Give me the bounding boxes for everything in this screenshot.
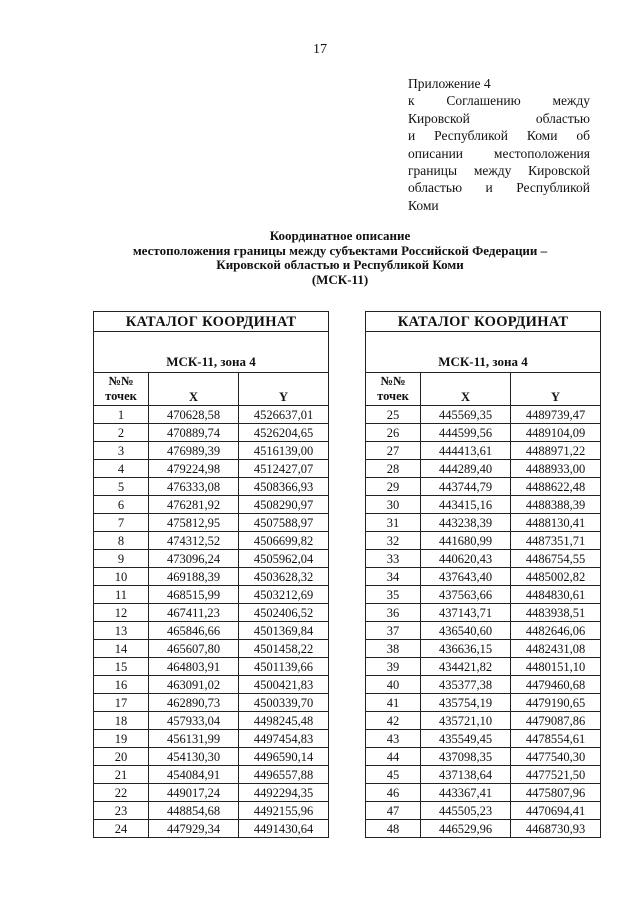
- table-row: [94, 820, 329, 838]
- table-row: [94, 550, 329, 568]
- table-row: [366, 730, 601, 748]
- x-coordinate-cell: 444413,61: [421, 442, 511, 460]
- point-number-cell: 40: [366, 676, 421, 694]
- point-number-cell: 35: [366, 586, 421, 604]
- point-number-cell: 7: [94, 514, 149, 532]
- y-coordinate-cell: 4500421,83: [239, 676, 329, 694]
- table-row: [366, 658, 601, 676]
- table-row: [366, 514, 601, 532]
- point-number-cell: 21: [94, 766, 149, 784]
- y-coordinate-cell: 4505962,04: [239, 550, 329, 568]
- table-row: [366, 784, 601, 802]
- x-coordinate-cell: 435549,45: [421, 730, 511, 748]
- x-coordinate-cell: 437563,66: [421, 586, 511, 604]
- y-coordinate-cell: 4526204,65: [239, 424, 329, 442]
- x-coordinate-cell: 435721,10: [421, 712, 511, 730]
- x-coordinate-cell: 437138,64: [421, 766, 511, 784]
- table-row: [366, 640, 601, 658]
- point-number-cell: 42: [366, 712, 421, 730]
- table-row: [366, 820, 601, 838]
- point-number-cell: 37: [366, 622, 421, 640]
- x-coordinate-cell: 454084,91: [149, 766, 239, 784]
- table-row: [366, 460, 601, 478]
- x-coordinate-cell: 454130,30: [149, 748, 239, 766]
- header-num-line1: №№: [380, 374, 406, 388]
- y-coordinate-cell: 4503628,32: [239, 568, 329, 586]
- x-coordinate-cell: 465607,80: [149, 640, 239, 658]
- y-coordinate-cell: 4500339,70: [239, 694, 329, 712]
- point-number-cell: 2: [94, 424, 149, 442]
- x-coordinate-cell: 445505,23: [421, 802, 511, 820]
- y-coordinate-cell: 4508290,97: [239, 496, 329, 514]
- y-coordinate-cell: 4482646,06: [511, 622, 601, 640]
- point-number-cell: 3: [94, 442, 149, 460]
- y-coordinate-cell: 4470694,41: [511, 802, 601, 820]
- x-coordinate-cell: 443415,16: [421, 496, 511, 514]
- x-coordinate-cell: 464803,91: [149, 658, 239, 676]
- point-number-cell: 17: [94, 694, 149, 712]
- point-number-cell: 12: [94, 604, 149, 622]
- table-row: [94, 802, 329, 820]
- y-coordinate-cell: 4508366,93: [239, 478, 329, 496]
- x-coordinate-cell: 435377,38: [421, 676, 511, 694]
- table-row: [94, 532, 329, 550]
- x-coordinate-cell: 444599,56: [421, 424, 511, 442]
- table-row: [94, 496, 329, 514]
- table-row: [366, 478, 601, 496]
- appendix-line: Приложение 4: [408, 76, 491, 91]
- table-row: [94, 424, 329, 442]
- x-coordinate-cell: 476333,08: [149, 478, 239, 496]
- point-number-cell: 48: [366, 820, 421, 838]
- x-coordinate-cell: 465846,66: [149, 622, 239, 640]
- y-coordinate-cell: 4480151,10: [511, 658, 601, 676]
- point-number-cell: 46: [366, 784, 421, 802]
- y-coordinate-cell: 4482431,08: [511, 640, 601, 658]
- point-number-cell: 38: [366, 640, 421, 658]
- point-number-cell: 23: [94, 802, 149, 820]
- x-coordinate-cell: 473096,24: [149, 550, 239, 568]
- table-row: [366, 622, 601, 640]
- y-coordinate-cell: 4484830,61: [511, 586, 601, 604]
- table-row: [94, 784, 329, 802]
- table-row: [94, 712, 329, 730]
- table-row: [94, 748, 329, 766]
- point-number-cell: 28: [366, 460, 421, 478]
- point-number-cell: 24: [94, 820, 149, 838]
- y-coordinate-cell: 4498245,48: [239, 712, 329, 730]
- column-header-y: Y: [239, 389, 329, 406]
- y-coordinate-cell: 4479087,86: [511, 712, 601, 730]
- y-coordinate-cell: 4501458,22: [239, 640, 329, 658]
- point-number-cell: 32: [366, 532, 421, 550]
- x-coordinate-cell: 470628,58: [149, 406, 239, 424]
- heading-line: Кировской областью и Республикой Коми: [216, 257, 464, 272]
- table-row: [366, 748, 601, 766]
- y-coordinate-cell: 4488130,41: [511, 514, 601, 532]
- y-coordinate-cell: 4501369,84: [239, 622, 329, 640]
- y-coordinate-cell: 4489739,47: [511, 406, 601, 424]
- y-coordinate-cell: 4489104,09: [511, 424, 601, 442]
- x-coordinate-cell: 474312,52: [149, 532, 239, 550]
- y-coordinate-cell: 4488388,39: [511, 496, 601, 514]
- table-row: [94, 568, 329, 586]
- catalog-title: КАТАЛОГ КООРДИНАТ: [366, 312, 601, 332]
- table-row: [94, 586, 329, 604]
- appendix-line: областью и Республикой: [408, 180, 590, 196]
- table-row: [94, 694, 329, 712]
- y-coordinate-cell: 4512427,07: [239, 460, 329, 478]
- table-row: [94, 478, 329, 496]
- y-coordinate-cell: 4492294,35: [239, 784, 329, 802]
- y-coordinate-cell: 4488933,00: [511, 460, 601, 478]
- table-row: [366, 802, 601, 820]
- heading-line: Координатное описание: [269, 228, 411, 243]
- y-coordinate-cell: 4497454,83: [239, 730, 329, 748]
- point-number-cell: 41: [366, 694, 421, 712]
- column-header-y-top: [511, 373, 601, 390]
- point-number-cell: 26: [366, 424, 421, 442]
- x-coordinate-cell: 445569,35: [421, 406, 511, 424]
- point-number-cell: 33: [366, 550, 421, 568]
- point-number-cell: 29: [366, 478, 421, 496]
- point-number-cell: 10: [94, 568, 149, 586]
- point-number-cell: 25: [366, 406, 421, 424]
- y-coordinate-cell: 4485002,82: [511, 568, 601, 586]
- table-row: [94, 658, 329, 676]
- header-num-line2: точек: [105, 389, 137, 403]
- x-coordinate-cell: 443367,41: [421, 784, 511, 802]
- y-coordinate-cell: 4479460,68: [511, 676, 601, 694]
- point-number-cell: 27: [366, 442, 421, 460]
- x-coordinate-cell: 475812,95: [149, 514, 239, 532]
- table-row: [366, 442, 601, 460]
- y-coordinate-cell: 4488971,22: [511, 442, 601, 460]
- y-coordinate-cell: 4475807,96: [511, 784, 601, 802]
- y-coordinate-cell: 4483938,51: [511, 604, 601, 622]
- x-coordinate-cell: 447929,34: [149, 820, 239, 838]
- x-coordinate-cell: 436636,15: [421, 640, 511, 658]
- x-coordinate-cell: 446529,96: [421, 820, 511, 838]
- x-coordinate-cell: 449017,24: [149, 784, 239, 802]
- column-header-y-top: [239, 373, 329, 390]
- table-row: [366, 406, 601, 424]
- x-coordinate-cell: 444289,40: [421, 460, 511, 478]
- y-coordinate-cell: 4506699,82: [239, 532, 329, 550]
- table-row: [366, 766, 601, 784]
- column-header-point-number: [94, 373, 149, 406]
- y-coordinate-cell: 4478554,61: [511, 730, 601, 748]
- column-header-x-top: [149, 373, 239, 390]
- y-coordinate-cell: 4468730,93: [511, 820, 601, 838]
- x-coordinate-cell: 476989,39: [149, 442, 239, 460]
- point-number-cell: 6: [94, 496, 149, 514]
- x-coordinate-cell: 443238,39: [421, 514, 511, 532]
- point-number-cell: 15: [94, 658, 149, 676]
- table-row: [366, 550, 601, 568]
- appendix-note: [408, 75, 590, 214]
- point-number-cell: 14: [94, 640, 149, 658]
- table-row: [94, 622, 329, 640]
- appendix-line: границы между Кировской: [408, 163, 590, 179]
- point-number-cell: 1: [94, 406, 149, 424]
- point-number-cell: 16: [94, 676, 149, 694]
- point-number-cell: 8: [94, 532, 149, 550]
- x-coordinate-cell: 476281,92: [149, 496, 239, 514]
- table-row: [94, 604, 329, 622]
- column-header-x: X: [149, 389, 239, 406]
- point-number-cell: 18: [94, 712, 149, 730]
- table-row: [366, 496, 601, 514]
- x-coordinate-cell: 437643,40: [421, 568, 511, 586]
- y-coordinate-cell: 4502406,52: [239, 604, 329, 622]
- point-number-cell: 19: [94, 730, 149, 748]
- x-coordinate-cell: 436540,60: [421, 622, 511, 640]
- x-coordinate-cell: 463091,02: [149, 676, 239, 694]
- appendix-line: к Соглашению между: [408, 93, 590, 109]
- point-number-cell: 31: [366, 514, 421, 532]
- table-row: [366, 694, 601, 712]
- table-row: [366, 532, 601, 550]
- point-number-cell: 43: [366, 730, 421, 748]
- table-row: [94, 460, 329, 478]
- table-row: [366, 424, 601, 442]
- point-number-cell: 5: [94, 478, 149, 496]
- point-number-cell: 44: [366, 748, 421, 766]
- point-number-cell: 22: [94, 784, 149, 802]
- heading-line: местоположения границы между субъектами Российской Федерации –: [132, 242, 548, 258]
- point-number-cell: 4: [94, 460, 149, 478]
- point-number-cell: 30: [366, 496, 421, 514]
- point-number-cell: 36: [366, 604, 421, 622]
- x-coordinate-cell: 468515,99: [149, 586, 239, 604]
- y-coordinate-cell: 4526637,01: [239, 406, 329, 424]
- point-number-cell: 20: [94, 748, 149, 766]
- table-row: [366, 586, 601, 604]
- y-coordinate-cell: 4503212,69: [239, 586, 329, 604]
- header-num-line2: точек: [377, 389, 409, 403]
- point-number-cell: 47: [366, 802, 421, 820]
- x-coordinate-cell: 434421,82: [421, 658, 511, 676]
- y-coordinate-cell: 4477521,50: [511, 766, 601, 784]
- column-header-point-number: [366, 373, 421, 406]
- point-number-cell: 39: [366, 658, 421, 676]
- point-number-cell: 13: [94, 622, 149, 640]
- document-heading: [60, 229, 620, 287]
- appendix-line: описании местоположения: [408, 145, 590, 161]
- coordinate-catalog-table-left: [93, 311, 329, 838]
- x-coordinate-cell: 467411,23: [149, 604, 239, 622]
- zone-label: МСК-11, зона 4: [94, 332, 329, 373]
- catalog-rows: [366, 406, 601, 838]
- zone-label: МСК-11, зона 4: [366, 332, 601, 373]
- x-coordinate-cell: 448854,68: [149, 802, 239, 820]
- column-header-x: X: [421, 389, 511, 406]
- x-coordinate-cell: 437098,35: [421, 748, 511, 766]
- y-coordinate-cell: 4486754,55: [511, 550, 601, 568]
- appendix-line: Коми: [408, 197, 439, 213]
- table-row: [366, 568, 601, 586]
- catalog-rows: [94, 406, 329, 838]
- y-coordinate-cell: 4496557,88: [239, 766, 329, 784]
- appendix-line: и Республикой Коми об: [408, 128, 590, 144]
- y-coordinate-cell: 4492155,96: [239, 802, 329, 820]
- table-row: [94, 442, 329, 460]
- appendix-line: Кировской областью: [408, 110, 590, 126]
- table-row: [366, 712, 601, 730]
- point-number-cell: 9: [94, 550, 149, 568]
- table-row: [94, 406, 329, 424]
- header-num-line1: №№: [108, 374, 134, 388]
- x-coordinate-cell: 457933,04: [149, 712, 239, 730]
- y-coordinate-cell: 4516139,00: [239, 442, 329, 460]
- table-row: [94, 514, 329, 532]
- x-coordinate-cell: 479224,98: [149, 460, 239, 478]
- table-row: [94, 640, 329, 658]
- column-header-y: Y: [511, 389, 601, 406]
- table-row: [366, 604, 601, 622]
- x-coordinate-cell: 456131,99: [149, 730, 239, 748]
- x-coordinate-cell: 440620,43: [421, 550, 511, 568]
- x-coordinate-cell: 462890,73: [149, 694, 239, 712]
- y-coordinate-cell: 4496590,14: [239, 748, 329, 766]
- point-number-cell: 11: [94, 586, 149, 604]
- x-coordinate-cell: 469188,39: [149, 568, 239, 586]
- point-number-cell: 34: [366, 568, 421, 586]
- x-coordinate-cell: 470889,74: [149, 424, 239, 442]
- x-coordinate-cell: 441680,99: [421, 532, 511, 550]
- column-header-x-top: [421, 373, 511, 390]
- page-number: 17: [313, 42, 327, 57]
- x-coordinate-cell: 443744,79: [421, 478, 511, 496]
- y-coordinate-cell: 4477540,30: [511, 748, 601, 766]
- y-coordinate-cell: 4479190,65: [511, 694, 601, 712]
- y-coordinate-cell: 4507588,97: [239, 514, 329, 532]
- table-row: [94, 766, 329, 784]
- coordinate-catalog-table-right: [365, 311, 601, 838]
- y-coordinate-cell: 4501139,66: [239, 658, 329, 676]
- table-row: [94, 730, 329, 748]
- point-number-cell: 45: [366, 766, 421, 784]
- table-row: [366, 676, 601, 694]
- y-coordinate-cell: 4487351,71: [511, 532, 601, 550]
- y-coordinate-cell: 4491430,64: [239, 820, 329, 838]
- x-coordinate-cell: 435754,19: [421, 694, 511, 712]
- y-coordinate-cell: 4488622,48: [511, 478, 601, 496]
- table-row: [94, 676, 329, 694]
- catalog-title: КАТАЛОГ КООРДИНАТ: [94, 312, 329, 332]
- x-coordinate-cell: 437143,71: [421, 604, 511, 622]
- heading-line: (МСК-11): [311, 271, 369, 287]
